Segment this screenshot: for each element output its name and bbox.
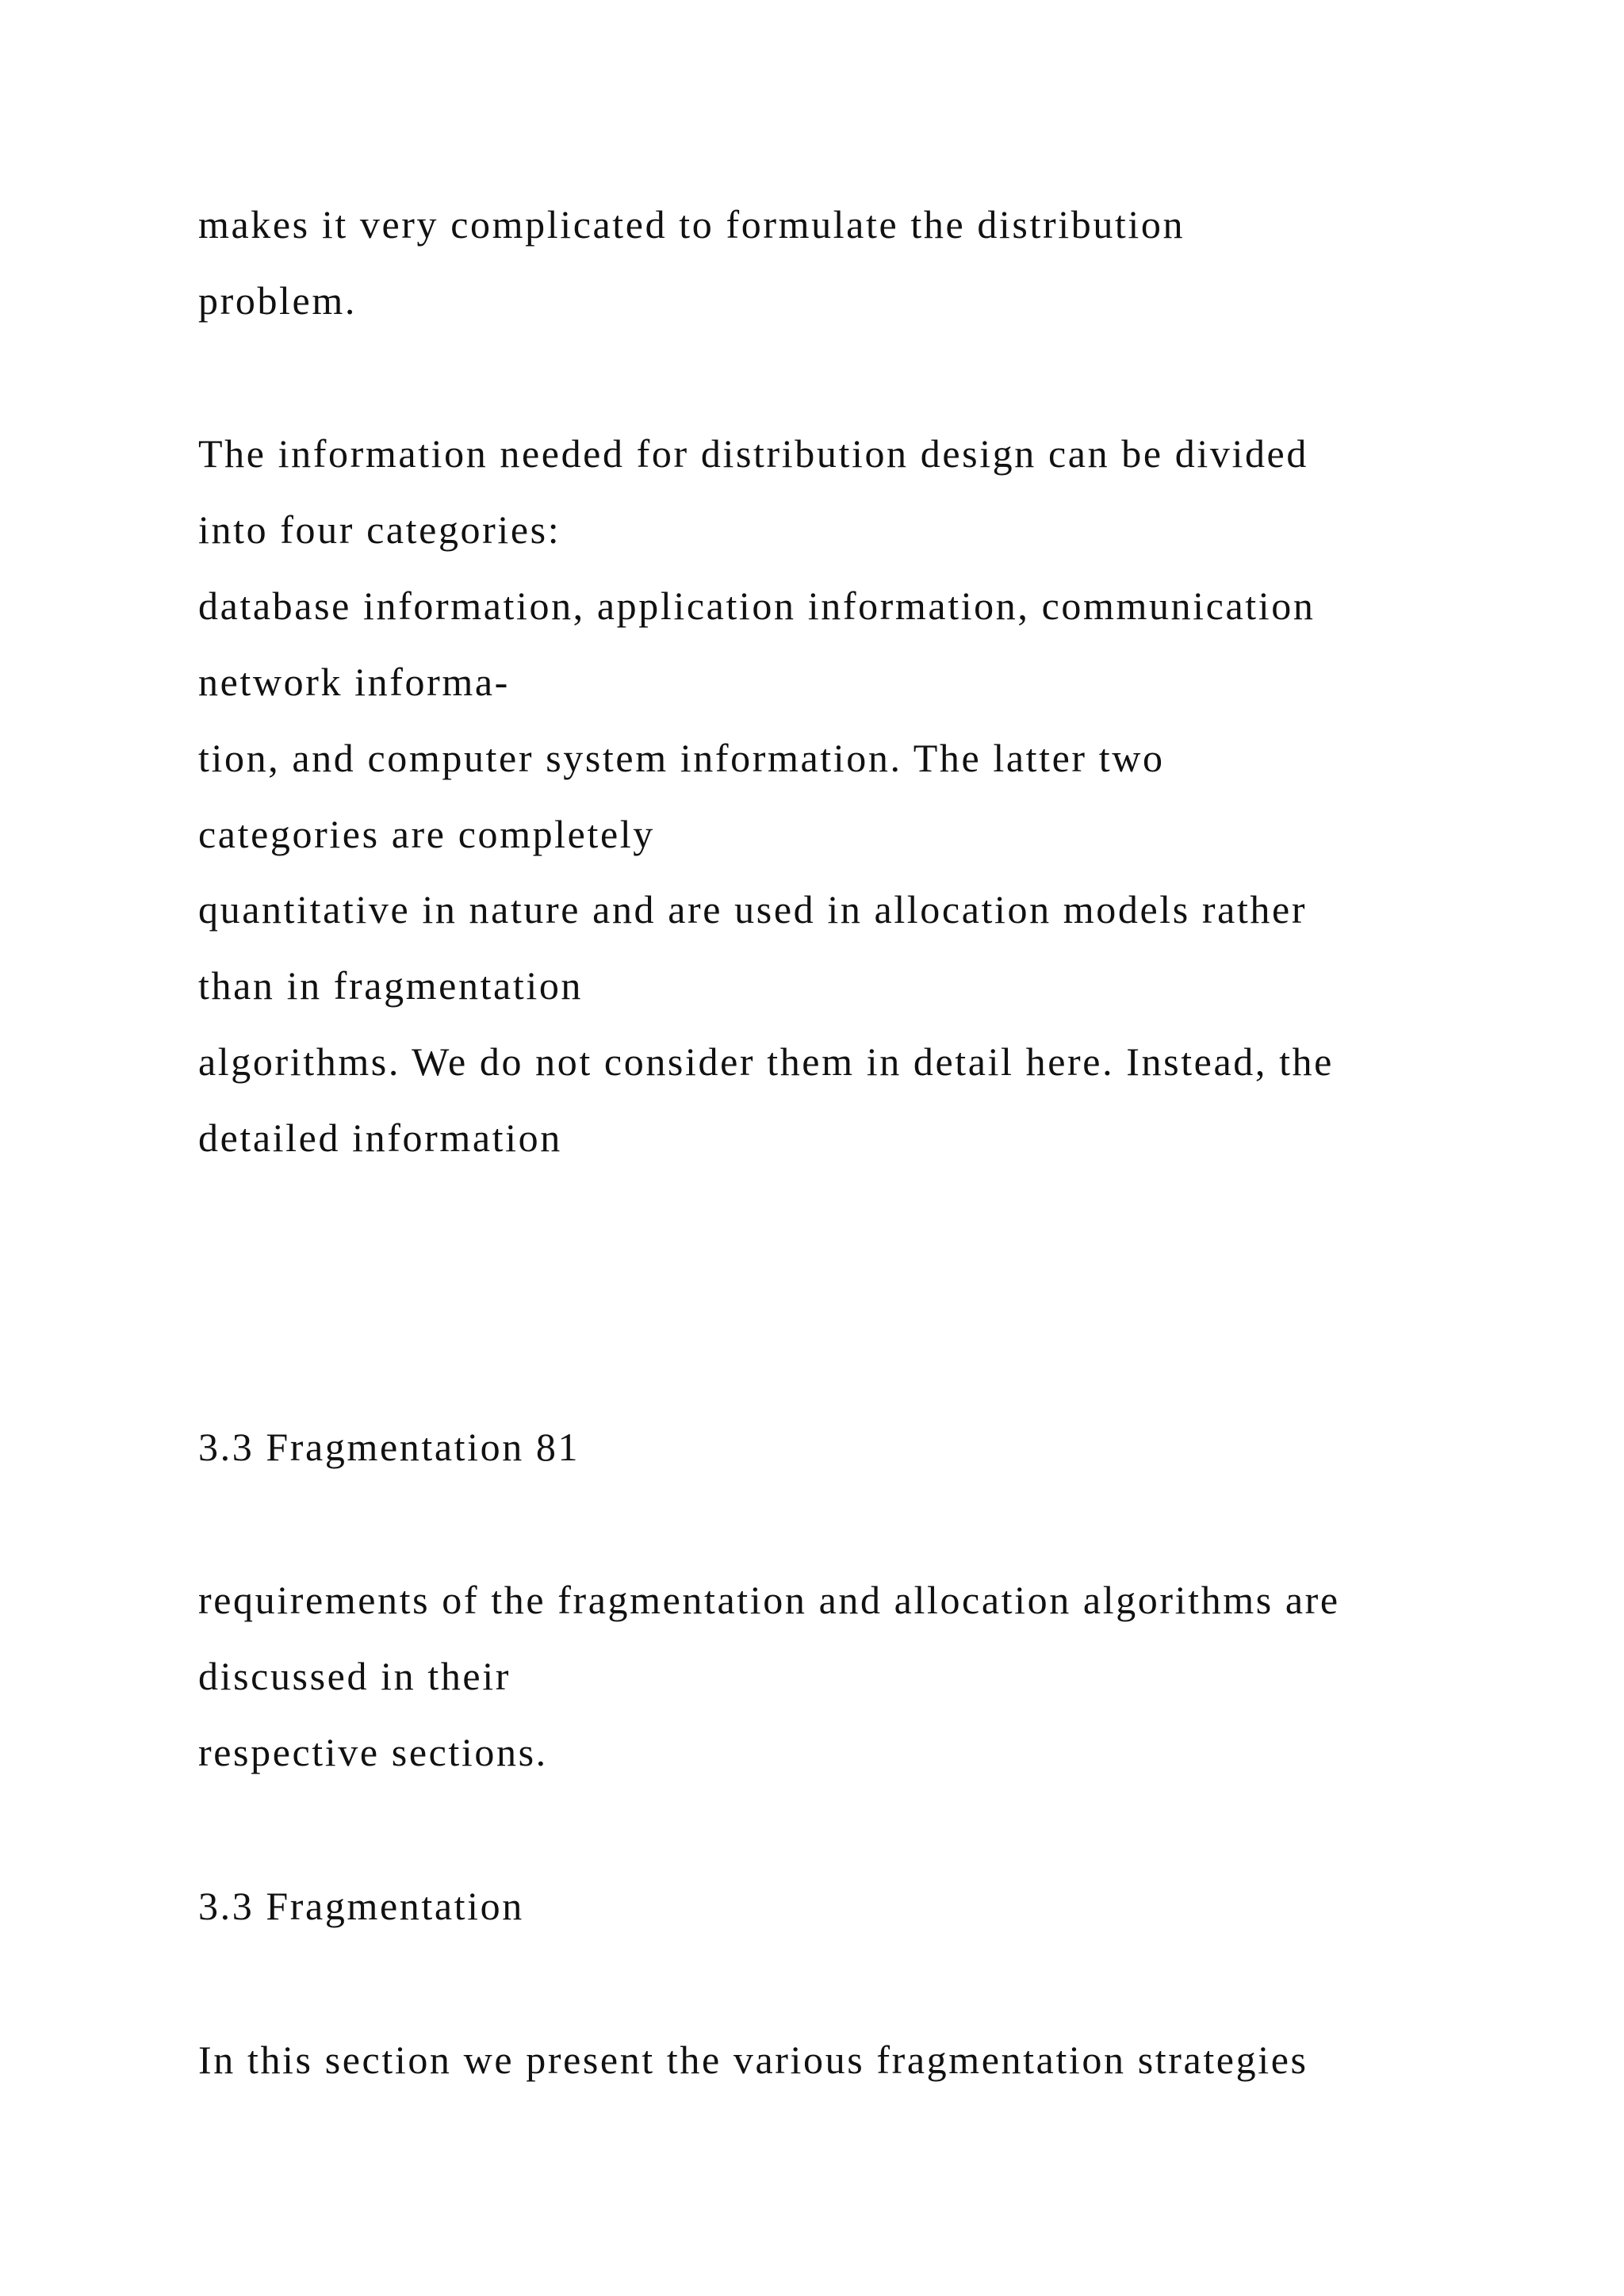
paragraph-2-line-3: database information, application information, communication xyxy=(198,584,1316,628)
paragraph-4-line-1: In this section we present the various fragmentation strategies xyxy=(198,2038,1308,2082)
paragraph-3-line-3: respective sections. xyxy=(198,1730,548,1774)
paragraph-2-line-6: categories are completely xyxy=(198,812,655,856)
paragraph-2-line-10: detailed information xyxy=(198,1115,562,1160)
paragraph-1-line-2: problem. xyxy=(198,278,357,323)
running-header: 3.3 Fragmentation 81 xyxy=(198,1425,580,1469)
paragraph-2-line-4: network informa- xyxy=(198,660,510,704)
paragraph-2-line-7: quantitative in nature and are used in allocation models rather xyxy=(198,887,1308,932)
section-heading: 3.3 Fragmentation xyxy=(198,1884,524,1928)
paragraph-2-line-1: The information needed for distribution design can be divided xyxy=(198,431,1308,476)
paragraph-3-line-2: discussed in their xyxy=(198,1654,511,1698)
paragraph-1-line-1: makes it very complicated to formulate the distribution xyxy=(198,202,1185,247)
paragraph-2-line-2: into four categories: xyxy=(198,507,561,552)
paragraph-2-line-5: tion, and computer system information. The latter two xyxy=(198,736,1165,780)
paragraph-3-line-1: requirements of the fragmentation and allocation algorithms are xyxy=(198,1578,1340,1622)
paragraph-2-line-8: than in fragmentation xyxy=(198,963,584,1008)
paragraph-2-line-9: algorithms. We do not consider them in detail here. Instead, the xyxy=(198,1039,1334,1084)
